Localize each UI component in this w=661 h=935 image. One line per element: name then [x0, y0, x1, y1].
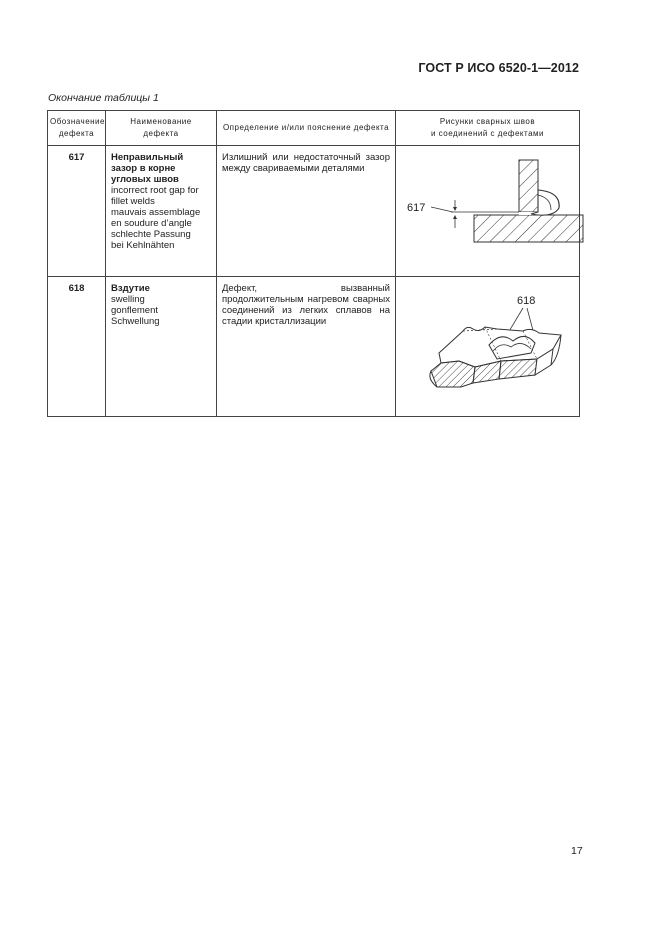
defect-name-translation: swelling — [111, 294, 145, 305]
defect-name — [106, 146, 217, 277]
table-header-row — [48, 111, 580, 146]
header-code-line: Обозначение — [50, 117, 105, 126]
defect-name-translation: gonflement — [111, 305, 159, 316]
defect-definition: Дефект, вызванный продолжительным нагревом сварных соединений из легких сплавов на стадии кристаллизации — [217, 277, 396, 417]
figure-label: 617 — [407, 202, 426, 214]
header-name-line: дефекта — [143, 129, 179, 138]
defect-name-translation: en soudure d’angle — [111, 218, 192, 229]
table-row — [48, 277, 580, 417]
page-number: 17 — [571, 845, 583, 857]
defect-name — [106, 277, 217, 417]
header-code — [48, 111, 106, 146]
defect-name-ru-line: зазор в корне — [111, 163, 176, 174]
defect-figure — [396, 146, 580, 277]
defect-name-translation: bei Kehlnähten — [111, 240, 175, 251]
header-figures-line: и соединений с дефектами — [430, 129, 545, 138]
defect-name-ru-line: Неправильный — [111, 152, 184, 163]
defect-name-ru-line: угловых швов — [111, 174, 179, 185]
header-code-line: дефекта — [58, 129, 95, 138]
header-figures-line: Рисунки сварных швов — [439, 117, 536, 126]
defect-name-translation: mauvais assemblage — [111, 207, 201, 218]
defect-code: 618 — [48, 277, 106, 417]
defect-name-ru-line: Вздутие — [111, 283, 150, 294]
defects-table — [47, 110, 580, 417]
swelling-weld-figure — [401, 283, 585, 407]
header-name-line: Наименование — [130, 117, 192, 126]
defect-name-translation: incorrect root gap for — [111, 185, 199, 196]
defect-code: 617 — [48, 146, 106, 277]
table-row — [48, 146, 580, 277]
header-name — [106, 111, 217, 146]
defect-name-translation: schlechte Passung — [111, 229, 191, 240]
defect-definition: Излишний или недостаточный зазор между свариваемыми деталями — [217, 146, 396, 277]
header-definition — [217, 111, 396, 146]
figure-label: 618 — [517, 295, 536, 307]
standard-designation: ГОСТ Р ИСО 6520-1—2012 — [418, 61, 579, 75]
defect-name-translation: Schwellung — [111, 316, 160, 327]
fillet-weld-root-gap-figure — [401, 152, 585, 267]
header-figures — [396, 111, 580, 146]
table-caption: Окончание таблицы 1 — [48, 92, 159, 104]
defect-figure — [396, 277, 580, 417]
header-definition-line: Определение и/или пояснение дефекта — [222, 123, 390, 132]
defect-name-translation: fillet welds — [111, 196, 155, 207]
